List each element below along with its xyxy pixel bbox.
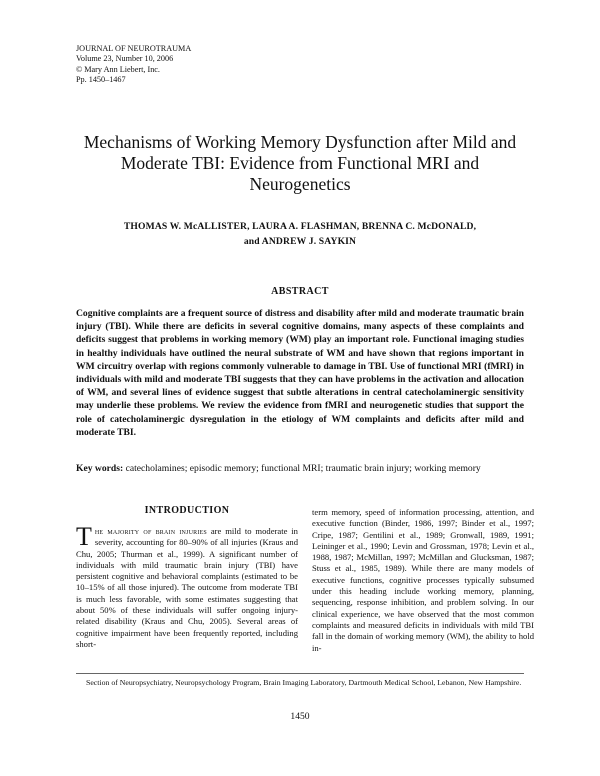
authors-line-1: THOMAS W. McALLISTER, LAURA A. FLASHMAN, BRENNA C. McDONALD, [123,221,477,232]
introduction-paragraph-start [76,522,298,650]
author-list [70,219,530,249]
authors-line-2: and ANDREW J. SAYKIN [243,236,357,247]
introduction-col1-text: are mild to moderate in severity, accounting for 80–90% of all injuries (Kraus and Chu, 2005; Thurman et al., 1999). A significant number of individuals with mild traumatic brain injury (TBI) have persistent cognitive and behavioral complaints (estimated to be 10–15% of all those injured). The outcome from moderate TBI is much less favorable, with some estimates suggesting that about 50% of these individuals will suffer ongoing injury-related disability (Kraus and Chu, 2005). Several areas of cognitive impairment have been frequently reported, including short- [76,526,298,649]
journal-info [76,44,191,86]
article-title: Mechanisms of Working Memory Dysfunction after Mild and Moderate TBI: Evidence from Functional MRI and Neurogenetics [83,132,517,194]
journal-name: JOURNAL OF NEUROTRAUMA [76,44,192,53]
keywords-label: Key words: [76,463,124,474]
keywords-text: catecholamines; episodic memory; functional MRI; traumatic brain injury; working memory [125,463,481,474]
introduction-col2-text: term memory, speed of information processing, attention, and executive function (Binder, 1986, 1997; Binder et al., 1997; Cripe, 1987; Gentilini et al., 1989; Gronwall, 1989, 1991; Leininger et al., 1990; Levin and Grossman, 1978; Levin et al., 1988, 1987; McMillan, 1997; McMillan and Glucksman, 1987; Stuss et al., 1985, 1989). While there are many models of executive functions, cognitive processes typically subsumed under this heading include working memory, planning, sequencing, response inhibition, and problem solving. In our clinical experience, we have observed that the most common complaints and measured deficits in individuals with mild TBI fall in the domain of working memory (WM), the ability to hold in- [312,507,534,653]
journal-pages: Pp. 1450–1467 [76,75,126,85]
affiliation-footnote: Section of Neuropsychiatry, Neuropsychology Program, Brain Imaging Laboratory, Dartmouth Medical School, Lebanon, New Hampshire. [86,678,522,687]
journal-publisher: © Mary Ann Liebert, Inc. [76,64,160,74]
left-column [76,505,298,650]
footnote-divider [76,673,524,674]
lead-in-smallcaps: he majority of brain injuries [94,526,207,536]
right-column [312,505,534,654]
drop-cap: T [76,522,92,551]
introduction-heading: INTRODUCTION [144,505,230,516]
abstract-heading: ABSTRACT [271,286,329,297]
journal-volume: Volume 23, Number 10, 2006 [76,54,174,64]
abstract-text: Cognitive complaints are a frequent source of distress and disability after mild and moderate traumatic brain injury (TBI). While there are deficits in several cognitive domains, many aspects of these complaints and deficits suggest that problems in working memory (WM) play an important role. Functional imaging studies in healthy individuals have outlined the neural substrate of WM and have shown that regions important in WM circuitry overlap with regions commonly vulnerable to damage in TBI. Use of functional MRI (fMRI) in individuals with mild and moderate TBI suggests that they can have problems in the activation and allocation of WM, and several lines of evidence suggest that subtle alterations in central catecholaminergic sensitivity may underlie these problems. We review the evidence from fMRI and neurogenetic studies that support the role of catecholaminergic dysregulation in the etiology of WM complaints and deficits after mild and moderate TBI. [76,308,524,438]
keywords [76,462,536,475]
page-number: 1450 [290,711,310,722]
